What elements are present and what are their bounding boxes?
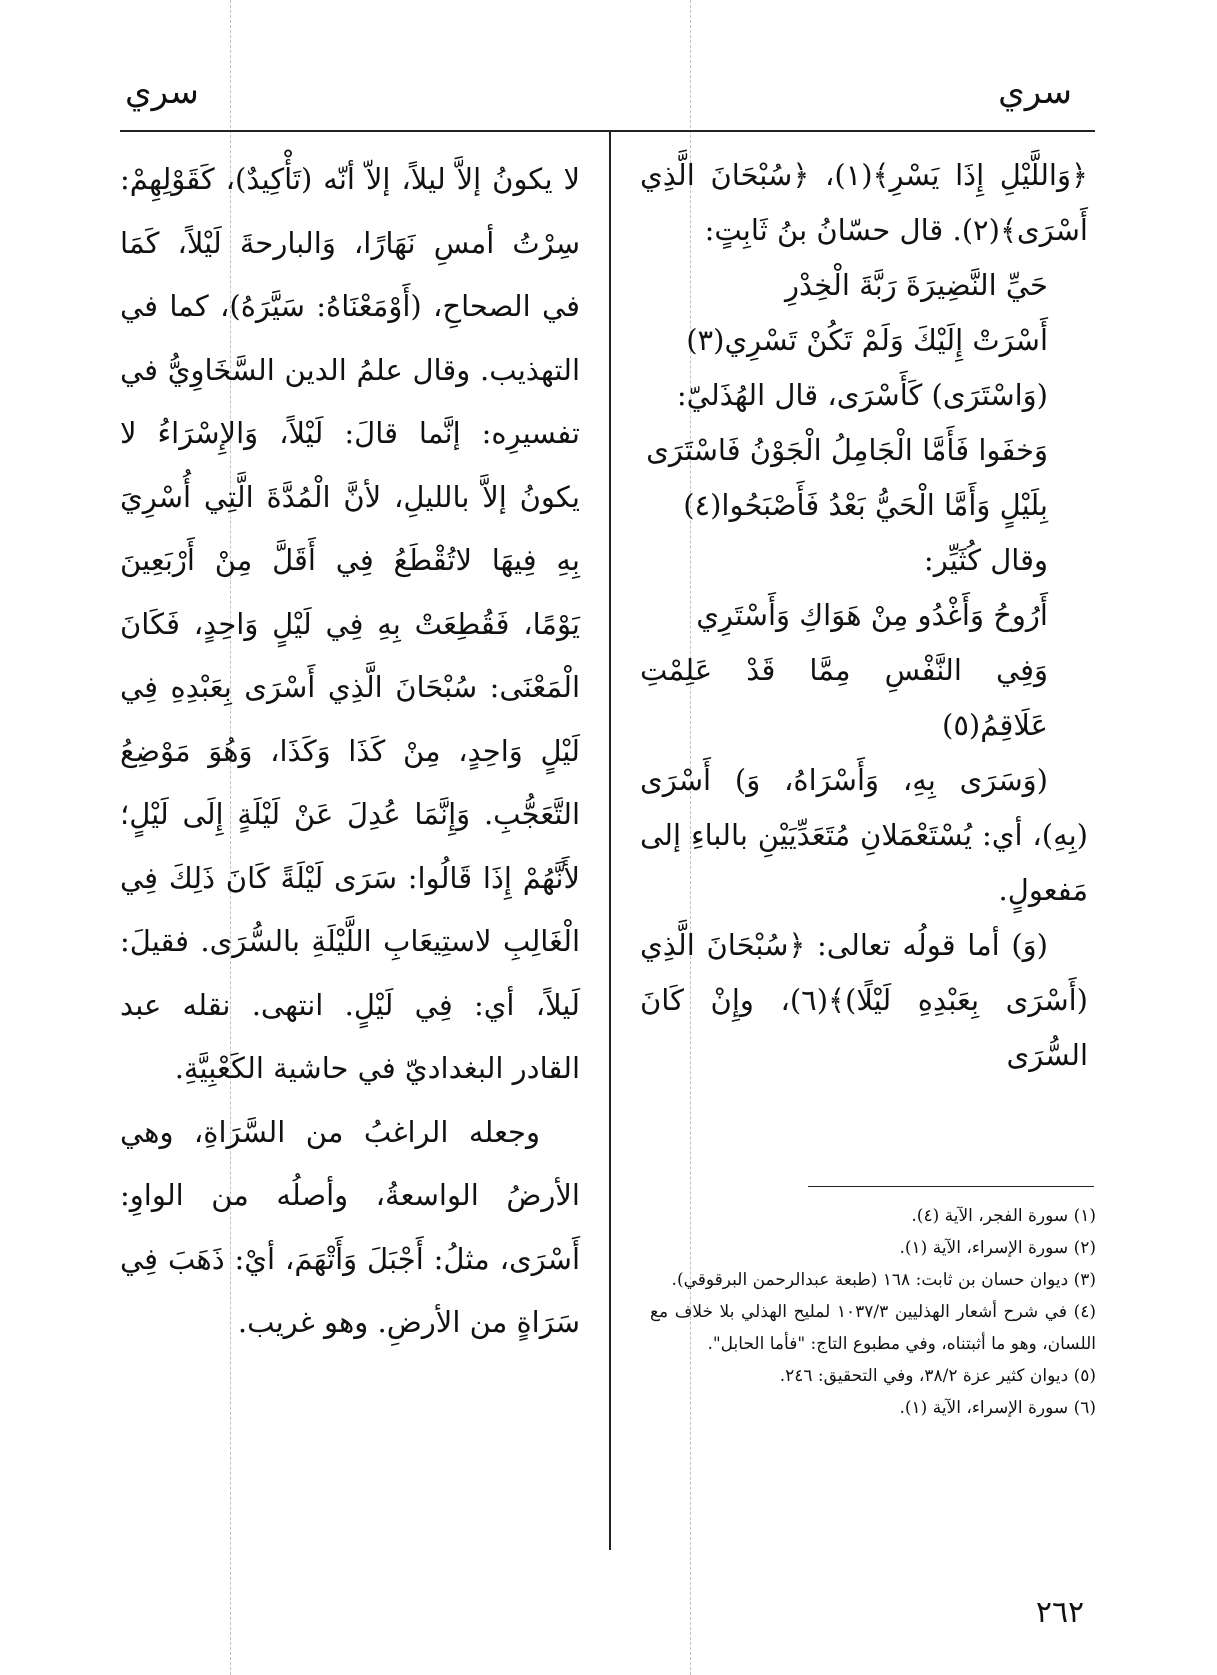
footnote: (٦) سورة الإسراء، الآية (١).	[899, 1398, 1096, 1418]
text-line: ﴿وَاللَّيْلِ إِذَا يَسْرِ﴾(١)، ﴿سُبْحَانَ الَّذِي أَسْرَى﴾(٢). قال حسّانُ بنُ ثَابِتٍ:	[640, 158, 1088, 247]
right-column	[640, 148, 1088, 1083]
footnote: (٥) ديوان كثير عزة ٣٨/٢، وفي التحقيق: ٢٤٦.	[779, 1366, 1096, 1386]
running-header-left: سري	[125, 72, 199, 112]
footnote-rule	[808, 1186, 1094, 1187]
poem-verse: وَفِي النَّفْسِ مِمَّا قَدْ عَلِمْتِ عَلَاقِمُ(٥)	[640, 653, 1048, 742]
page-number: ٢٦٢	[1035, 1595, 1085, 1630]
running-header-right: سري	[998, 72, 1072, 112]
text-line: وقال كُثَيِّر:	[923, 543, 1048, 577]
poem-verse: حَيِّ النَّضِيرَةَ رَبَّةَ الْخِدْرِ	[785, 268, 1048, 302]
text-paragraph: وجعله الراغبُ من السَّرَاةِ، وهي الأرضُ الواسعةُ، وأصلُه من الواوِ: أَسْرَى، مثلُ: أَجْبَلَ وَأَتْهَمَ، أيْ: ذَهَبَ فِي سَرَاةٍ من الأرضِ. وهو غريب.	[120, 1114, 580, 1339]
footnotes	[650, 1200, 1096, 1424]
footnote: (٣) ديوان حسان بن ثابت: ١٦٨ (طبعة عبدالرحمن البرقوقي).	[671, 1270, 1096, 1290]
poem-verse: أَرُوحُ وَأَغْدُو مِنْ هَوَاكِ وَأَسْتَرِي	[696, 598, 1048, 632]
footnote: (٤) في شرح أشعار الهذليين ١٠٣٧/٣ لمليح الهذلي بلا خلاف مع اللسان، وهو ما أثبتناه، وفي مطبوع التاج: "فأما الحابل".	[650, 1302, 1096, 1354]
text-paragraph: لا يكونُ إلاَّ ليلاً، إلاّ أنّه (تَأْكِيدٌ)، كَقَوْلِهِمْ: سِرْتُ أمسِ نَهَارًا، وَالبارحةَ لَيْلاً، كَمَا في الصحاحِ، (أَوْمَعْنَاهُ: سَيَّرَهُ)، كما في التهذيب. وقال علمُ الدين السَّخَاوِيُّ في تفسيرِه: إنَّما قالَ: لَيْلاً، وَالإِسْرَاءُ لا يكونُ إلاَّ بالليلِ، لأنَّ الْمُدَّةَ الَّتِي أُسْرِيَ بِهِ فِيهَا لاتُقْطَعُ فِي أَقَلَّ مِنْ أَرْبَعِينَ يَوْمًا، فَقُطِعَتْ بِهِ فِي لَيْلٍ وَاحِدٍ، فَكَانَ الْمَعْنَى: سُبْحَانَ الَّذِي أَسْرَى بِعَبْدِهِ فِي لَيْلٍ وَاحِدٍ، مِنْ كَذَا وَكَذَا، وَهُوَ مَوْضِعُ التَّعَجُّبِ. وَإِنَّمَا عُدِلَ عَنْ لَيْلَةٍ إِلَى لَيْلٍ؛ لأَنَّهُمْ إِذَا قَالُوا: سَرَى لَيْلَةً كَانَ ذَلِكَ فِي الْغَالِبِ لاستِيعَابِ اللَّيْلَةِ بالسُّرَى. فقيلَ: لَيلاً، أي: فِي لَيْلٍ. انتهى. نقله عبد القادر البغداديّ في حاشية الكَعْبِيَّةِ.	[120, 162, 580, 1085]
footnote: (٢) سورة الإسراء، الآية (١).	[899, 1238, 1096, 1258]
text-line: (وَاسْتَرَى) كَأَسْرَى، قال الهُذَليّ:	[676, 378, 1048, 412]
text-paragraph: (وَ) أما قولُه تعالى: ﴿سُبْحَانَ الَّذِي (أَسْرَى بِعَبْدِهِ لَيْلًا)﴾(٦)، وإِنْ كَانَ السُّرَى	[640, 928, 1088, 1072]
footnote: (١) سورة الفجر، الآية (٤).	[911, 1206, 1096, 1226]
poem-verse: أَسْرَتْ إِلَيْكَ وَلَمْ تَكُنْ تَسْرِي(٣)	[686, 323, 1048, 357]
column-separator	[609, 130, 611, 1550]
text-paragraph: (وَسَرَى بِهِ، وَأَسْرَاهُ، وَ) أَسْرَى (بِهِ)، أي: يُسْتَعْمَلانِ مُتَعَدِّيَيْنِ بالباءِ إلى مَفعولٍ.	[640, 763, 1088, 907]
header-rule	[120, 130, 1095, 132]
poem-verse: بِلَيْلٍ وَأَمَّا الْحَيُّ بَعْدُ فَأَصْبَحُوا(٤)	[683, 488, 1048, 522]
left-column	[120, 148, 580, 1355]
poem-verse: وَخفَوا فَأَمَّا الْجَامِلُ الْجَوْنُ فَاسْتَرَى	[646, 433, 1048, 467]
